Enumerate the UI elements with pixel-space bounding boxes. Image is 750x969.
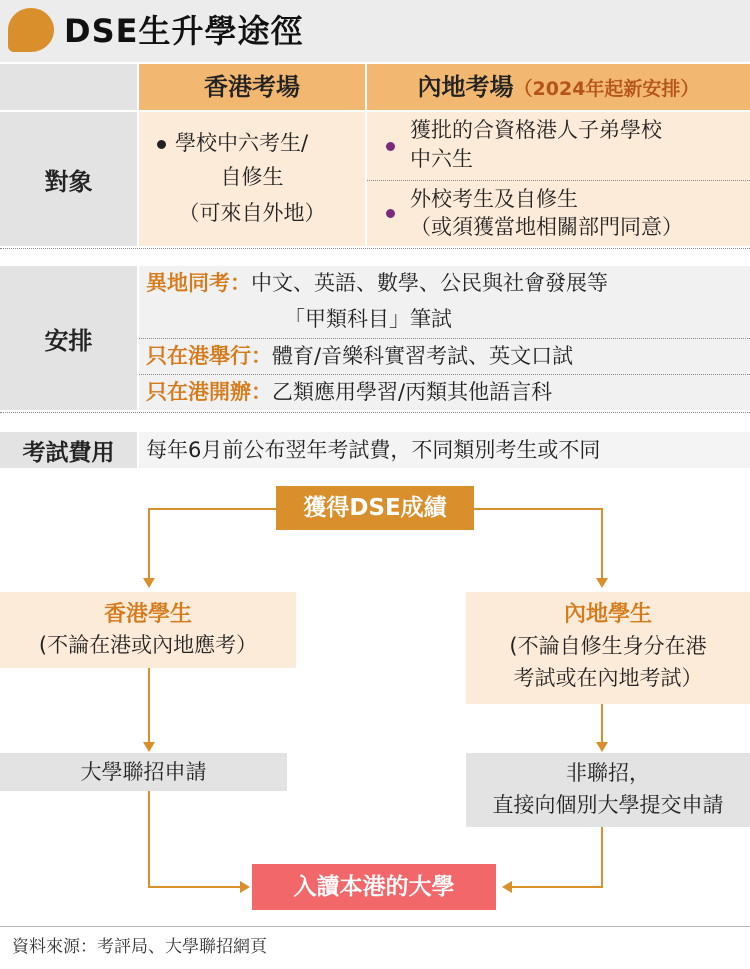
- target-ml-2-line2: （或須獲當地相關部門同意）: [410, 215, 683, 239]
- hk-route-node: 大學聯招申請: [0, 753, 287, 791]
- ml-student-note-line2: 考試或在內地考試）: [513, 666, 703, 690]
- header-mainland-label: 內地考場: [417, 73, 514, 101]
- ml-route-line2: 直接向個別大學提交申請: [492, 793, 724, 817]
- arrow-right-icon: [240, 881, 250, 893]
- title-bubble-icon: [8, 8, 54, 52]
- connector-line: [148, 791, 150, 888]
- hk-student-node: [0, 592, 296, 668]
- end-node: 入讀本港的大學: [252, 864, 496, 910]
- arrange-2: [146, 341, 573, 371]
- divider: [139, 374, 750, 375]
- divider: [367, 180, 750, 181]
- connector-line: [601, 827, 603, 888]
- arrange-1-line2: 「甲類科目」筆試: [284, 307, 452, 331]
- divider: [0, 412, 750, 413]
- target-ml-1-line2: 中六生: [410, 147, 473, 171]
- arrange-1-line1: [146, 268, 608, 298]
- start-node: 獲得DSE成績: [276, 486, 474, 530]
- header-mainland-venue: [367, 64, 750, 110]
- ml-route-node: [466, 753, 750, 827]
- arrange-1-label: 異地同考：: [146, 271, 251, 295]
- source-divider: [0, 926, 750, 927]
- connector-line: [601, 704, 603, 744]
- arrange-2-text: 體育/音樂科實習考試、英文口試: [272, 344, 574, 368]
- divider: [0, 248, 750, 249]
- bullet-icon: [157, 140, 166, 149]
- ml-student-note-line1: (不論自修生身分在港: [509, 634, 707, 658]
- ml-student-title: 內地學生: [563, 602, 652, 627]
- connector-line: [472, 508, 603, 510]
- arrow-down-icon: [596, 742, 608, 752]
- target-ml-2-line1: 外校考生及自修生: [410, 187, 578, 211]
- row-label-arrangement: 安排: [0, 266, 137, 410]
- page-title: DSE生升學途徑: [64, 12, 304, 50]
- hk-student-note: (不論在港或內地應考）: [38, 633, 258, 657]
- target-ml-1-line1: 獲批的合資格港人子弟學校: [410, 118, 662, 142]
- arrow-left-icon: [502, 881, 512, 893]
- arrange-3: [146, 377, 552, 407]
- source-note: 資料來源：考評局、大學聯招網頁: [12, 937, 267, 957]
- connector-line: [601, 508, 603, 580]
- arrange-3-label: 只在港開辦：: [146, 380, 272, 404]
- table-corner: [0, 64, 137, 110]
- target-hk-line1: 學校中六考生/: [175, 131, 309, 155]
- row-label-target: 對象: [0, 112, 137, 246]
- arrow-down-icon: [143, 742, 155, 752]
- fee-text: 每年6月前公布翌年考試費，不同類別考生或不同: [146, 438, 601, 462]
- header-mainland-note: （2024年起新安排）: [513, 78, 700, 100]
- connector-line: [148, 508, 150, 580]
- connector-line: [512, 886, 603, 888]
- bullet-icon: [386, 209, 395, 218]
- connector-line: [148, 508, 278, 510]
- connector-line: [148, 886, 242, 888]
- header-hk-venue: 香港考場: [139, 64, 365, 110]
- arrow-down-icon: [143, 578, 155, 588]
- divider: [139, 338, 750, 339]
- target-hk-line3: （可來自外地）: [178, 201, 326, 225]
- row-label-fee: 考試費用: [0, 432, 137, 468]
- ml-student-node: [466, 592, 750, 704]
- target-hk-line2: 自修生: [220, 165, 284, 189]
- bullet-icon: [386, 142, 395, 151]
- connector-line: [148, 668, 150, 744]
- ml-route-line1: 非聯招，: [566, 761, 650, 785]
- hk-student-title: 香港學生: [103, 602, 192, 627]
- arrange-3-text: 乙類應用學習/丙類其他語言科: [272, 380, 553, 404]
- arrow-down-icon: [596, 578, 608, 588]
- arrange-1-text: 中文、英語、數學、公民與社會發展等: [251, 271, 608, 295]
- arrange-2-label: 只在港舉行：: [146, 344, 272, 368]
